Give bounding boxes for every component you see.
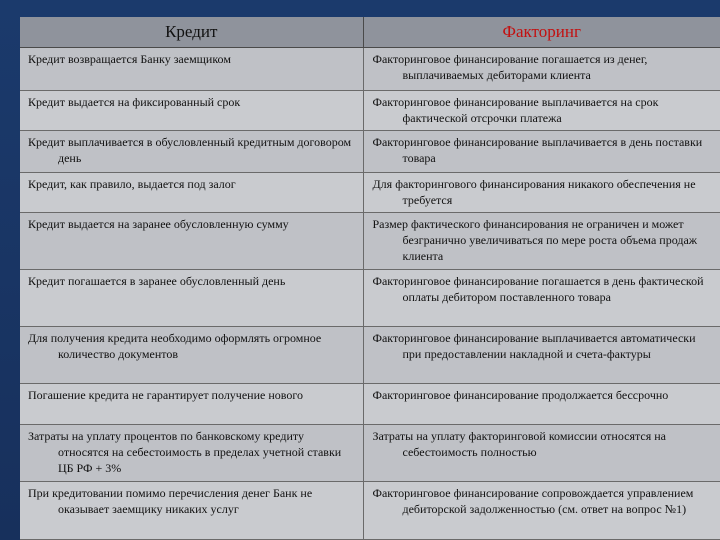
factoring-text: Факторинговое финансирование погашается из денег, выплачиваемых дебиторами клиента: [372, 52, 648, 82]
factoring-text: Факторинговое финансирование продолжается бессрочно: [372, 388, 669, 402]
factoring-text: Размер фактического финансирования не ограничен и может безгранично увеличиваться по мере роста объема продаж клиента: [372, 217, 698, 263]
credit-text: Кредит выдается на фиксированный срок: [28, 95, 241, 109]
credit-cell: [20, 173, 363, 213]
credit-text: Затраты на уплату процентов по банковскому кредиту относятся на себестоимость в пределах учетной ставки ЦБ РФ + 3%: [28, 429, 342, 475]
credit-text: Кредит выдается на заранее обусловленную сумму: [28, 217, 289, 231]
factoring-text: Факторинговое финансирование выплачивается в день поставки товара: [372, 135, 703, 165]
table-row: [20, 384, 720, 425]
table-row: [20, 48, 720, 91]
credit-text: Кредит возвращается Банку заемщиком: [28, 52, 231, 66]
credit-text: Кредит погашается в заранее обусловленный день: [28, 274, 286, 288]
factoring-cell: [363, 270, 720, 327]
credit-text: Для получения кредита необходимо оформлять огромное количество документов: [28, 331, 322, 361]
credit-cell: [20, 91, 363, 131]
table-row: [20, 327, 720, 384]
credit-text: Погашение кредита не гарантирует получение нового: [28, 388, 303, 402]
credit-cell: [20, 213, 363, 270]
table-row: [20, 91, 720, 131]
factoring-text: Факторинговое финансирование погашается в день фактической оплаты дебитором поставленного товара: [372, 274, 704, 304]
comparison-table: [20, 17, 720, 540]
factoring-cell: [363, 173, 720, 213]
table-row: [20, 425, 720, 482]
factoring-text: Затраты на уплату факторинговой комиссии относятся на себестоимость полностью: [372, 429, 666, 459]
factoring-cell: [363, 131, 720, 173]
factoring-text: Для факторингового финансирования никакого обеспечения не требуется: [372, 177, 696, 207]
table-row: [20, 482, 720, 540]
credit-text: Кредит, как правило, выдается под залог: [28, 177, 236, 191]
header-factoring: Факторинг: [363, 17, 720, 48]
credit-cell: [20, 384, 363, 425]
credit-cell: [20, 270, 363, 327]
factoring-cell: [363, 384, 720, 425]
factoring-text: Факторинговое финансирование выплачивается на срок фактической отсрочки платежа: [372, 95, 659, 125]
table-row: [20, 131, 720, 173]
table-row: [20, 270, 720, 327]
factoring-cell: [363, 91, 720, 131]
table-row: [20, 173, 720, 213]
factoring-cell: [363, 48, 720, 91]
credit-cell: [20, 131, 363, 173]
credit-text: Кредит выплачивается в обусловленный кредитным договором день: [28, 135, 352, 165]
credit-cell: [20, 425, 363, 482]
header-credit: Кредит: [20, 17, 363, 48]
factoring-cell: [363, 327, 720, 384]
credit-cell: [20, 327, 363, 384]
factoring-text: Факторинговое финансирование выплачивается автоматически при предоставлении накладной и счета-фактуры: [372, 331, 696, 361]
factoring-text: Факторинговое финансирование сопровождается управлением дебиторской задолженностью (см. ответ на вопрос №1): [372, 486, 694, 516]
table-header-row: [20, 17, 720, 48]
factoring-cell: [363, 213, 720, 270]
credit-text: При кредитовании помимо перечисления денег Банк не оказывает заемщику никаких услуг: [28, 486, 313, 516]
table-row: [20, 213, 720, 270]
credit-cell: [20, 482, 363, 540]
factoring-cell: [363, 425, 720, 482]
factoring-cell: [363, 482, 720, 540]
credit-cell: [20, 48, 363, 91]
